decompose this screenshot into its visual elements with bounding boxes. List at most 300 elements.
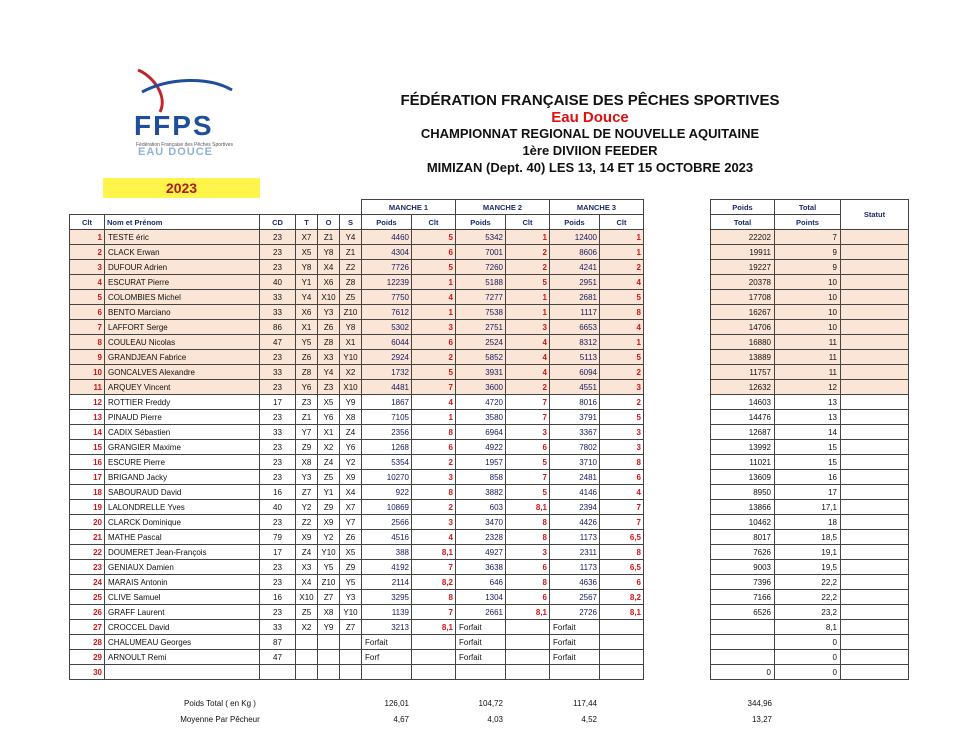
table-row [70,500,644,515]
cell-p1: 7750 [362,290,412,305]
cell-s: X7 [340,500,362,515]
cell-s: Z6 [340,530,362,545]
cell-ptot: 11757 [711,365,775,380]
cell-c2: 1 [506,230,550,245]
cell-pts: 12 [775,380,841,395]
cell-p3: 8606 [550,245,600,260]
totals-row [711,395,909,410]
division-title: 1ère DIVIION FEEDER [522,143,658,158]
col-s: S [340,215,362,230]
table-row [70,410,644,425]
cell-c2 [506,635,550,650]
cell-o: X9 [318,515,340,530]
table-row [70,635,644,650]
cell-s: X2 [340,365,362,380]
cell-pts: 17,1 [775,500,841,515]
cell-o: Y10 [318,545,340,560]
cell-o [318,665,340,680]
totals-row [711,245,909,260]
table-row [70,560,644,575]
cell-s [340,665,362,680]
totals-row [711,290,909,305]
cell-clt: 17 [70,470,105,485]
cell-s: X4 [340,485,362,500]
cell-ptot: 12687 [711,425,775,440]
cell-c1 [412,665,456,680]
cell-cd: 40 [260,500,296,515]
cell-statut [841,440,909,455]
cell-p3: 2567 [550,590,600,605]
table-row [70,380,644,395]
cell-nom: COLOMBIES Michel [105,290,260,305]
cell-o: Z4 [318,455,340,470]
cell-c3: 5 [600,410,644,425]
cell-cd [260,665,296,680]
cell-c3: 4 [600,275,644,290]
cell-c3: 8,1 [600,605,644,620]
cell-t: Y8 [296,260,318,275]
cell-c2: 6 [506,560,550,575]
cell-cd: 23 [260,575,296,590]
cell-ptot: 19911 [711,245,775,260]
cell-c2: 8 [506,575,550,590]
cell-statut [841,560,909,575]
cell-ptot: 17708 [711,290,775,305]
cell-p3: 3367 [550,425,600,440]
col-poids-2: Poids [456,215,506,230]
cell-c1: 4 [412,395,456,410]
cell-ptot: 12632 [711,380,775,395]
cell-s: Z1 [340,245,362,260]
cell-o: Y6 [318,410,340,425]
totals-row [711,425,909,440]
cell-p3: 6653 [550,320,600,335]
cell-c3 [600,650,644,665]
cell-nom: SABOURAUD David [105,485,260,500]
cell-p1: 5302 [362,320,412,335]
cell-ptot [711,635,775,650]
cell-cd: 23 [260,515,296,530]
cell-nom: CROCCEL David [105,620,260,635]
table-row [70,395,644,410]
cell-ptot: 16267 [711,305,775,320]
cell-clt: 27 [70,620,105,635]
year-badge: 2023 [103,178,260,198]
cell-c1: 3 [412,320,456,335]
poids-total-m3: 117,44 [573,699,597,708]
cell-clt: 18 [70,485,105,500]
cell-clt: 13 [70,410,105,425]
cell-s: Y10 [340,350,362,365]
cell-statut [841,515,909,530]
cell-p3: 2481 [550,470,600,485]
moyenne-total: 13,27 [751,715,772,724]
cell-p2: 3882 [456,485,506,500]
cell-t: X7 [296,230,318,245]
cell-ptot: 16880 [711,335,775,350]
cell-nom: MATHE Pascal [105,530,260,545]
cell-s: X8 [340,410,362,425]
cell-pts: 11 [775,335,841,350]
cell-cd: 23 [260,560,296,575]
table-row [70,575,644,590]
table-row [70,650,644,665]
cell-p2: 858 [456,470,506,485]
cell-c3: 1 [600,245,644,260]
cell-cd: 23 [260,455,296,470]
cell-clt: 3 [70,260,105,275]
totals-row [711,365,909,380]
cell-s: Z2 [340,260,362,275]
cell-statut [841,395,909,410]
cell-cd: 17 [260,545,296,560]
cell-t: X6 [296,305,318,320]
cell-pts: 0 [775,665,841,680]
cell-p3: 3710 [550,455,600,470]
cell-statut [841,260,909,275]
cell-s: Z8 [340,275,362,290]
cell-p3: 1173 [550,530,600,545]
totals-row [711,350,909,365]
location-date-title: MIMIZAN (Dept. 40) LES 13, 14 ET 15 OCTOBRE 2023 [426,160,754,175]
cell-p3: 4146 [550,485,600,500]
logo-subtitle: Fédération Française des Pêches Sportives [136,142,233,148]
cell-statut [841,500,909,515]
cell-p1: 10270 [362,470,412,485]
cell-c2: 2 [506,260,550,275]
cell-p1: 4460 [362,230,412,245]
table-row [70,440,644,455]
col-cd: CD [260,215,296,230]
cell-p1: 6044 [362,335,412,350]
cell-c2: 7 [506,470,550,485]
cell-p2: Forfait [456,650,506,665]
cell-cd: 23 [260,230,296,245]
cell-pts: 22,2 [775,575,841,590]
cell-cd: 23 [260,605,296,620]
cell-p3: 8016 [550,395,600,410]
cell-statut [841,605,909,620]
table-row [70,590,644,605]
cell-c3: 2 [600,365,644,380]
cell-c1: 5 [412,365,456,380]
cell-clt: 11 [70,380,105,395]
cell-p3: 8312 [550,335,600,350]
totals-row [711,530,909,545]
cell-s: X1 [340,335,362,350]
cell-p1: 12239 [362,275,412,290]
cell-c2: 3 [506,425,550,440]
cell-statut [841,665,909,680]
totals-row [711,500,909,515]
cell-c2: 8 [506,530,550,545]
manche-2-header: MANCHE 2 [456,200,550,215]
cell-statut [841,545,909,560]
cell-t [296,635,318,650]
col-total-points-bottom: Points [775,215,841,230]
cell-t: Y4 [296,290,318,305]
cell-p1: 2924 [362,350,412,365]
cell-p3: 12400 [550,230,600,245]
cell-p3: 1173 [550,560,600,575]
cell-c3: 5 [600,350,644,365]
cell-clt: 4 [70,275,105,290]
cell-clt: 22 [70,545,105,560]
cell-c2: 1 [506,290,550,305]
cell-c3 [600,665,644,680]
cell-clt: 15 [70,440,105,455]
cell-p3: 3791 [550,410,600,425]
cell-t: Y7 [296,425,318,440]
cell-statut [841,590,909,605]
cell-nom: GRANGIER Maxime [105,440,260,455]
table-row [70,350,644,365]
cell-ptot: 11021 [711,455,775,470]
cell-p2: 4922 [456,440,506,455]
cell-pts: 18,5 [775,530,841,545]
cell-p1: Forfait [362,635,412,650]
cell-ptot: 6526 [711,605,775,620]
cell-o: Y8 [318,245,340,260]
cell-o: Y2 [318,530,340,545]
cell-s: Z7 [340,620,362,635]
col-total-points-top: Total [775,200,841,215]
cell-c1: 2 [412,500,456,515]
cell-ptot: 8950 [711,485,775,500]
cell-s: Y4 [340,230,362,245]
cell-t: Y1 [296,275,318,290]
cell-p1: 2566 [362,515,412,530]
cell-clt: 1 [70,230,105,245]
cell-p2: 7001 [456,245,506,260]
cell-p1: 5354 [362,455,412,470]
cell-clt: 10 [70,365,105,380]
cell-clt: 12 [70,395,105,410]
cell-c3: 1 [600,335,644,350]
cell-p1: 1139 [362,605,412,620]
cell-p2: 3470 [456,515,506,530]
totals-row [711,650,909,665]
cell-o: X3 [318,350,340,365]
cell-clt: 14 [70,425,105,440]
cell-nom: LAFFORT Serge [105,320,260,335]
totals-row [711,575,909,590]
cell-t: Y6 [296,380,318,395]
cell-c2 [506,620,550,635]
cell-p2: 2661 [456,605,506,620]
totals-row [711,335,909,350]
cell-ptot: 0 [711,665,775,680]
cell-s: Y6 [340,440,362,455]
cell-o: X2 [318,440,340,455]
cell-clt: 24 [70,575,105,590]
table-row [70,365,644,380]
cell-nom: GRAFF Laurent [105,605,260,620]
cell-c2: 7 [506,395,550,410]
cell-p3: 2394 [550,500,600,515]
cell-p2: Forfait [456,620,506,635]
totals-row [711,230,909,245]
cell-pts: 14 [775,425,841,440]
cell-o: X5 [318,395,340,410]
cell-s: Y7 [340,515,362,530]
cell-pts: 22,2 [775,590,841,605]
cell-c1: 8 [412,485,456,500]
cell-cd: 40 [260,275,296,290]
table-row [70,260,644,275]
cell-ptot: 7396 [711,575,775,590]
cell-s: Y3 [340,590,362,605]
cell-cd: 23 [260,470,296,485]
cell-p1: 1732 [362,365,412,380]
cell-clt: 6 [70,305,105,320]
cell-p2: 6964 [456,425,506,440]
cell-cd: 16 [260,485,296,500]
col-poids-1: Poids [362,215,412,230]
cell-cd: 23 [260,245,296,260]
federation-title: FÉDÉRATION FRANÇAISE DES PÊCHES SPORTIVES [400,92,780,109]
cell-s [340,650,362,665]
table-row [70,245,644,260]
col-clt: Clt [70,215,105,230]
cell-o: Z6 [318,320,340,335]
cell-nom: MARAIS Antonin [105,575,260,590]
cell-nom: BRIGAND Jacky [105,470,260,485]
cell-c3: 8 [600,545,644,560]
cell-p3: Forfait [550,620,600,635]
cell-nom: GONCALVES Alexandre [105,365,260,380]
cell-s: Y10 [340,605,362,620]
cell-cd: 47 [260,335,296,350]
cell-statut [841,335,909,350]
cell-c3: 2 [600,395,644,410]
cell-o: X1 [318,425,340,440]
cell-c2: 3 [506,545,550,560]
cell-pts: 13 [775,395,841,410]
cell-c1: 7 [412,560,456,575]
cell-ptot: 8017 [711,530,775,545]
totals-row [711,605,909,620]
cell-ptot: 13992 [711,440,775,455]
cell-c2: 8,1 [506,500,550,515]
cell-p1: 3213 [362,620,412,635]
cell-o: Y9 [318,620,340,635]
cell-nom: DOUMERET Jean-François [105,545,260,560]
cell-pts: 0 [775,650,841,665]
cell-statut [841,320,909,335]
col-statut: Statut [841,200,909,230]
cell-ptot [711,650,775,665]
cell-c2: 8,1 [506,605,550,620]
cell-p3: 4241 [550,260,600,275]
cell-c3: 6,5 [600,530,644,545]
cell-statut [841,245,909,260]
cell-t: X5 [296,245,318,260]
cell-c3: 6,5 [600,560,644,575]
totals-row [711,305,909,320]
cell-t: X1 [296,320,318,335]
cell-p2: 3600 [456,380,506,395]
cell-statut [841,530,909,545]
cell-clt: 26 [70,605,105,620]
logo-swoosh-icon [128,66,240,116]
cell-p1: 7105 [362,410,412,425]
cell-clt: 8 [70,335,105,350]
table-row [70,425,644,440]
table-row [70,545,644,560]
cell-p2: 4927 [456,545,506,560]
cell-pts: 10 [775,305,841,320]
cell-clt: 29 [70,650,105,665]
cell-pts: 15 [775,440,841,455]
cell-c1: 2 [412,455,456,470]
cell-nom: GRANDJEAN Fabrice [105,350,260,365]
cell-ptot: 14706 [711,320,775,335]
poids-total-label: Poids Total ( en Kg ) [184,699,256,708]
cell-t: Y2 [296,500,318,515]
cell-p3: 6094 [550,365,600,380]
cell-c2: 5 [506,455,550,470]
cell-p3: Forfait [550,650,600,665]
col-t: T [296,215,318,230]
totals-table [710,199,909,680]
col-clt-2: Clt [506,215,550,230]
cell-pts: 8,1 [775,620,841,635]
col-clt-1: Clt [412,215,456,230]
cell-t: Z3 [296,395,318,410]
totals-row [711,410,909,425]
cell-c1: 8,1 [412,545,456,560]
cell-pts: 0 [775,635,841,650]
cell-ptot: 7626 [711,545,775,560]
cell-c1: 1 [412,275,456,290]
cell-cd: 87 [260,635,296,650]
cell-c1: 1 [412,410,456,425]
cell-c2: 5 [506,275,550,290]
cell-nom: CLIVE Samuel [105,590,260,605]
totals-row [711,635,909,650]
cell-statut [841,305,909,320]
table-row [70,335,644,350]
cell-p2: 2751 [456,320,506,335]
cell-cd: 33 [260,290,296,305]
cell-c2: 2 [506,380,550,395]
cell-t: Z1 [296,410,318,425]
cell-clt: 2 [70,245,105,260]
cell-s: Z4 [340,425,362,440]
cell-pts: 10 [775,320,841,335]
cell-p3 [550,665,600,680]
cell-ptot: 13609 [711,470,775,485]
cell-pts: 10 [775,290,841,305]
cell-nom: BENTO Marciano [105,305,260,320]
cell-p1: 4516 [362,530,412,545]
cell-c1 [412,650,456,665]
table-row [70,605,644,620]
totals-row [711,380,909,395]
cell-p2: 7260 [456,260,506,275]
cell-p1: 1268 [362,440,412,455]
cell-t [296,665,318,680]
cell-o: Z1 [318,230,340,245]
cell-ptot: 13866 [711,500,775,515]
cell-p2: 4720 [456,395,506,410]
cell-o: Z3 [318,380,340,395]
cell-s: X9 [340,470,362,485]
cell-t: Y3 [296,470,318,485]
col-nom: Nom et Prénom [105,215,260,230]
cell-t: Z9 [296,440,318,455]
